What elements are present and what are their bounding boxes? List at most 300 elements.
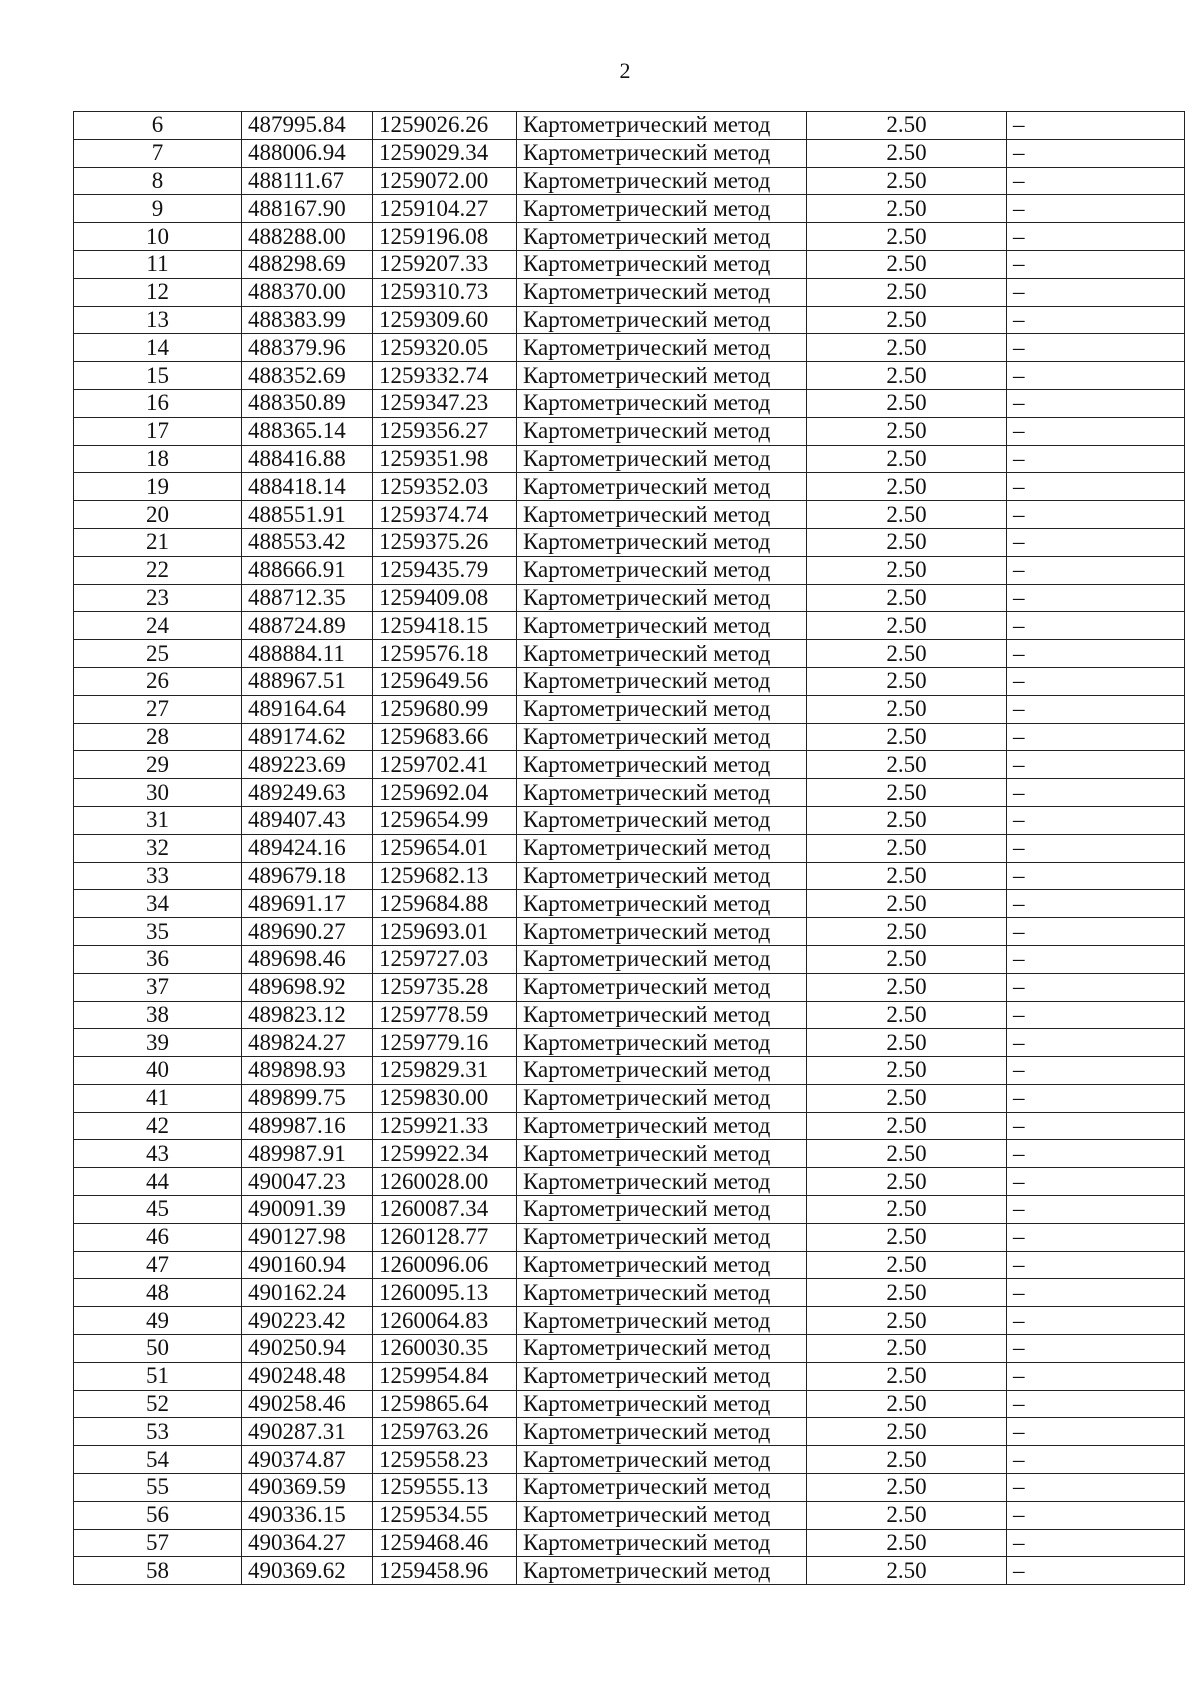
y-coordinate-cell: 1259104.27 [373, 195, 517, 223]
method-cell: Картометрический метод [517, 362, 807, 390]
point-number-cell: 39 [74, 1029, 242, 1057]
x-coordinate-cell: 489679.18 [242, 862, 373, 890]
table-row [74, 1029, 1185, 1057]
table-row [74, 473, 1185, 501]
x-coordinate-cell: 488551.91 [242, 501, 373, 529]
method-cell: Картометрический метод [517, 139, 807, 167]
y-coordinate-cell: 1259830.00 [373, 1084, 517, 1112]
x-coordinate-cell: 490162.24 [242, 1279, 373, 1307]
point-number-cell: 57 [74, 1529, 242, 1557]
table-row [74, 389, 1185, 417]
accuracy-cell: 2.50 [807, 473, 1007, 501]
note-cell: – [1007, 918, 1185, 946]
table-row [74, 640, 1185, 668]
point-number-cell: 10 [74, 223, 242, 251]
method-cell: Картометрический метод [517, 1307, 807, 1335]
method-cell: Картометрический метод [517, 1084, 807, 1112]
y-coordinate-cell: 1260028.00 [373, 1168, 517, 1196]
table-row [74, 1418, 1185, 1446]
x-coordinate-cell: 489824.27 [242, 1029, 373, 1057]
y-coordinate-cell: 1259418.15 [373, 612, 517, 640]
note-cell: – [1007, 1335, 1185, 1363]
accuracy-cell: 2.50 [807, 139, 1007, 167]
note-cell: – [1007, 890, 1185, 918]
table-row [74, 1501, 1185, 1529]
table-row [74, 862, 1185, 890]
method-cell: Картометрический метод [517, 1390, 807, 1418]
accuracy-cell: 2.50 [807, 278, 1007, 306]
method-cell: Картометрический метод [517, 806, 807, 834]
y-coordinate-cell: 1259356.27 [373, 417, 517, 445]
y-coordinate-cell: 1259555.13 [373, 1474, 517, 1502]
y-coordinate-cell: 1259558.23 [373, 1446, 517, 1474]
note-cell: – [1007, 1251, 1185, 1279]
table-row [74, 695, 1185, 723]
y-coordinate-cell: 1259954.84 [373, 1362, 517, 1390]
x-coordinate-cell: 490223.42 [242, 1307, 373, 1335]
y-coordinate-cell: 1259320.05 [373, 334, 517, 362]
accuracy-cell: 2.50 [807, 501, 1007, 529]
accuracy-cell: 2.50 [807, 1084, 1007, 1112]
y-coordinate-cell: 1259680.99 [373, 695, 517, 723]
y-coordinate-cell: 1260128.77 [373, 1223, 517, 1251]
accuracy-cell: 2.50 [807, 918, 1007, 946]
table-row [74, 1112, 1185, 1140]
point-number-cell: 28 [74, 723, 242, 751]
x-coordinate-cell: 488350.89 [242, 389, 373, 417]
note-cell: – [1007, 556, 1185, 584]
point-number-cell: 15 [74, 362, 242, 390]
method-cell: Картометрический метод [517, 417, 807, 445]
point-number-cell: 58 [74, 1557, 242, 1585]
accuracy-cell: 2.50 [807, 640, 1007, 668]
table-row [74, 112, 1185, 140]
table-row [74, 1557, 1185, 1585]
x-coordinate-cell: 489407.43 [242, 806, 373, 834]
point-number-cell: 14 [74, 334, 242, 362]
y-coordinate-cell: 1259207.33 [373, 250, 517, 278]
table-row [74, 1223, 1185, 1251]
y-coordinate-cell: 1260030.35 [373, 1335, 517, 1363]
x-coordinate-cell: 488712.35 [242, 584, 373, 612]
x-coordinate-cell: 489987.16 [242, 1112, 373, 1140]
method-cell: Картометрический метод [517, 195, 807, 223]
point-number-cell: 25 [74, 640, 242, 668]
x-coordinate-cell: 488724.89 [242, 612, 373, 640]
y-coordinate-cell: 1259779.16 [373, 1029, 517, 1057]
y-coordinate-cell: 1259196.08 [373, 223, 517, 251]
x-coordinate-cell: 488288.00 [242, 223, 373, 251]
x-coordinate-cell: 489898.93 [242, 1057, 373, 1085]
x-coordinate-cell: 490369.62 [242, 1557, 373, 1585]
method-cell: Картометрический метод [517, 667, 807, 695]
point-number-cell: 13 [74, 306, 242, 334]
note-cell: – [1007, 612, 1185, 640]
y-coordinate-cell: 1259649.56 [373, 667, 517, 695]
accuracy-cell: 2.50 [807, 417, 1007, 445]
point-number-cell: 43 [74, 1140, 242, 1168]
coordinates-table-body [74, 112, 1185, 1585]
y-coordinate-cell: 1259374.74 [373, 501, 517, 529]
table-row [74, 890, 1185, 918]
x-coordinate-cell: 490369.59 [242, 1474, 373, 1502]
point-number-cell: 24 [74, 612, 242, 640]
x-coordinate-cell: 489690.27 [242, 918, 373, 946]
x-coordinate-cell: 488967.51 [242, 667, 373, 695]
method-cell: Картометрический метод [517, 1446, 807, 1474]
accuracy-cell: 2.50 [807, 973, 1007, 1001]
accuracy-cell: 2.50 [807, 1223, 1007, 1251]
table-row [74, 945, 1185, 973]
y-coordinate-cell: 1259351.98 [373, 445, 517, 473]
y-coordinate-cell: 1260096.06 [373, 1251, 517, 1279]
table-row [74, 1168, 1185, 1196]
note-cell: – [1007, 278, 1185, 306]
method-cell: Картометрический метод [517, 1140, 807, 1168]
note-cell: – [1007, 1112, 1185, 1140]
x-coordinate-cell: 490091.39 [242, 1196, 373, 1224]
method-cell: Картометрический метод [517, 112, 807, 140]
point-number-cell: 42 [74, 1112, 242, 1140]
y-coordinate-cell: 1259922.34 [373, 1140, 517, 1168]
method-cell: Картометрический метод [517, 1418, 807, 1446]
point-number-cell: 30 [74, 779, 242, 807]
point-number-cell: 19 [74, 473, 242, 501]
note-cell: – [1007, 1140, 1185, 1168]
table-row [74, 501, 1185, 529]
note-cell: – [1007, 501, 1185, 529]
accuracy-cell: 2.50 [807, 695, 1007, 723]
note-cell: – [1007, 1418, 1185, 1446]
note-cell: – [1007, 640, 1185, 668]
y-coordinate-cell: 1260064.83 [373, 1307, 517, 1335]
table-row [74, 584, 1185, 612]
accuracy-cell: 2.50 [807, 806, 1007, 834]
accuracy-cell: 2.50 [807, 1418, 1007, 1446]
table-row [74, 223, 1185, 251]
method-cell: Картометрический метод [517, 973, 807, 1001]
x-coordinate-cell: 488553.42 [242, 528, 373, 556]
table-row [74, 528, 1185, 556]
accuracy-cell: 2.50 [807, 362, 1007, 390]
method-cell: Картометрический метод [517, 473, 807, 501]
x-coordinate-cell: 489987.91 [242, 1140, 373, 1168]
point-number-cell: 29 [74, 751, 242, 779]
note-cell: – [1007, 584, 1185, 612]
note-cell: – [1007, 806, 1185, 834]
accuracy-cell: 2.50 [807, 1140, 1007, 1168]
note-cell: – [1007, 1474, 1185, 1502]
accuracy-cell: 2.50 [807, 1474, 1007, 1502]
point-number-cell: 8 [74, 167, 242, 195]
point-number-cell: 7 [74, 139, 242, 167]
accuracy-cell: 2.50 [807, 584, 1007, 612]
y-coordinate-cell: 1259692.04 [373, 779, 517, 807]
accuracy-cell: 2.50 [807, 1446, 1007, 1474]
x-coordinate-cell: 488167.90 [242, 195, 373, 223]
x-coordinate-cell: 488352.69 [242, 362, 373, 390]
accuracy-cell: 2.50 [807, 528, 1007, 556]
table-row [74, 1084, 1185, 1112]
table-row [74, 1390, 1185, 1418]
note-cell: – [1007, 362, 1185, 390]
accuracy-cell: 2.50 [807, 334, 1007, 362]
table-row [74, 1140, 1185, 1168]
note-cell: – [1007, 945, 1185, 973]
y-coordinate-cell: 1259072.00 [373, 167, 517, 195]
method-cell: Картометрический метод [517, 945, 807, 973]
note-cell: – [1007, 417, 1185, 445]
point-number-cell: 46 [74, 1223, 242, 1251]
method-cell: Картометрический метод [517, 278, 807, 306]
accuracy-cell: 2.50 [807, 556, 1007, 584]
y-coordinate-cell: 1259921.33 [373, 1112, 517, 1140]
y-coordinate-cell: 1259026.26 [373, 112, 517, 140]
table-row [74, 751, 1185, 779]
accuracy-cell: 2.50 [807, 1362, 1007, 1390]
point-number-cell: 36 [74, 945, 242, 973]
point-number-cell: 55 [74, 1474, 242, 1502]
method-cell: Картометрический метод [517, 695, 807, 723]
x-coordinate-cell: 488370.00 [242, 278, 373, 306]
table-row [74, 334, 1185, 362]
point-number-cell: 20 [74, 501, 242, 529]
method-cell: Картометрический метод [517, 723, 807, 751]
point-number-cell: 12 [74, 278, 242, 306]
point-number-cell: 35 [74, 918, 242, 946]
table-row [74, 362, 1185, 390]
accuracy-cell: 2.50 [807, 1001, 1007, 1029]
y-coordinate-cell: 1260095.13 [373, 1279, 517, 1307]
note-cell: – [1007, 1557, 1185, 1585]
note-cell: – [1007, 1529, 1185, 1557]
point-number-cell: 11 [74, 250, 242, 278]
accuracy-cell: 2.50 [807, 1112, 1007, 1140]
point-number-cell: 32 [74, 834, 242, 862]
accuracy-cell: 2.50 [807, 612, 1007, 640]
method-cell: Картометрический метод [517, 445, 807, 473]
accuracy-cell: 2.50 [807, 1196, 1007, 1224]
method-cell: Картометрический метод [517, 779, 807, 807]
x-coordinate-cell: 489164.64 [242, 695, 373, 723]
note-cell: – [1007, 1307, 1185, 1335]
method-cell: Картометрический метод [517, 1529, 807, 1557]
table-row [74, 278, 1185, 306]
accuracy-cell: 2.50 [807, 1557, 1007, 1585]
accuracy-cell: 2.50 [807, 1501, 1007, 1529]
accuracy-cell: 2.50 [807, 1029, 1007, 1057]
method-cell: Картометрический метод [517, 306, 807, 334]
accuracy-cell: 2.50 [807, 195, 1007, 223]
table-row [74, 723, 1185, 751]
x-coordinate-cell: 488379.96 [242, 334, 373, 362]
x-coordinate-cell: 489249.63 [242, 779, 373, 807]
point-number-cell: 18 [74, 445, 242, 473]
point-number-cell: 52 [74, 1390, 242, 1418]
x-coordinate-cell: 489223.69 [242, 751, 373, 779]
x-coordinate-cell: 488418.14 [242, 473, 373, 501]
point-number-cell: 50 [74, 1335, 242, 1363]
x-coordinate-cell: 489424.16 [242, 834, 373, 862]
point-number-cell: 38 [74, 1001, 242, 1029]
method-cell: Картометрический метод [517, 584, 807, 612]
table-row [74, 1196, 1185, 1224]
point-number-cell: 48 [74, 1279, 242, 1307]
point-number-cell: 44 [74, 1168, 242, 1196]
note-cell: – [1007, 1029, 1185, 1057]
y-coordinate-cell: 1259654.01 [373, 834, 517, 862]
point-number-cell: 49 [74, 1307, 242, 1335]
point-number-cell: 34 [74, 890, 242, 918]
table-row [74, 556, 1185, 584]
table-row [74, 1529, 1185, 1557]
table-row [74, 250, 1185, 278]
table-row [74, 1307, 1185, 1335]
page-number: 2 [619, 58, 631, 83]
note-cell: – [1007, 1168, 1185, 1196]
note-cell: – [1007, 1057, 1185, 1085]
x-coordinate-cell: 490248.48 [242, 1362, 373, 1390]
y-coordinate-cell: 1259534.55 [373, 1501, 517, 1529]
note-cell: – [1007, 1196, 1185, 1224]
point-number-cell: 17 [74, 417, 242, 445]
method-cell: Картометрический метод [517, 1112, 807, 1140]
table-row [74, 667, 1185, 695]
table-row [74, 417, 1185, 445]
x-coordinate-cell: 488365.14 [242, 417, 373, 445]
note-cell: – [1007, 389, 1185, 417]
method-cell: Картометрический метод [517, 612, 807, 640]
note-cell: – [1007, 973, 1185, 1001]
accuracy-cell: 2.50 [807, 751, 1007, 779]
y-coordinate-cell: 1259682.13 [373, 862, 517, 890]
x-coordinate-cell: 488884.11 [242, 640, 373, 668]
table-row [74, 1279, 1185, 1307]
method-cell: Картометрический метод [517, 334, 807, 362]
note-cell: – [1007, 1084, 1185, 1112]
method-cell: Картометрический метод [517, 1001, 807, 1029]
point-number-cell: 21 [74, 528, 242, 556]
y-coordinate-cell: 1259332.74 [373, 362, 517, 390]
x-coordinate-cell: 490250.94 [242, 1335, 373, 1363]
point-number-cell: 33 [74, 862, 242, 890]
method-cell: Картометрический метод [517, 501, 807, 529]
note-cell: – [1007, 445, 1185, 473]
method-cell: Картометрический метод [517, 250, 807, 278]
y-coordinate-cell: 1259693.01 [373, 918, 517, 946]
point-number-cell: 16 [74, 389, 242, 417]
note-cell: – [1007, 1501, 1185, 1529]
note-cell: – [1007, 667, 1185, 695]
x-coordinate-cell: 488298.69 [242, 250, 373, 278]
x-coordinate-cell: 490127.98 [242, 1223, 373, 1251]
table-row [74, 1474, 1185, 1502]
table-row [74, 167, 1185, 195]
y-coordinate-cell: 1259829.31 [373, 1057, 517, 1085]
method-cell: Картометрический метод [517, 1362, 807, 1390]
note-cell: – [1007, 1446, 1185, 1474]
method-cell: Картометрический метод [517, 1223, 807, 1251]
note-cell: – [1007, 167, 1185, 195]
point-number-cell: 56 [74, 1501, 242, 1529]
x-coordinate-cell: 490047.23 [242, 1168, 373, 1196]
accuracy-cell: 2.50 [807, 1057, 1007, 1085]
method-cell: Картометрический метод [517, 918, 807, 946]
accuracy-cell: 2.50 [807, 779, 1007, 807]
accuracy-cell: 2.50 [807, 1335, 1007, 1363]
y-coordinate-cell: 1259763.26 [373, 1418, 517, 1446]
table-row [74, 834, 1185, 862]
accuracy-cell: 2.50 [807, 389, 1007, 417]
accuracy-cell: 2.50 [807, 1529, 1007, 1557]
method-cell: Картометрический метод [517, 528, 807, 556]
y-coordinate-cell: 1259375.26 [373, 528, 517, 556]
y-coordinate-cell: 1259347.23 [373, 389, 517, 417]
x-coordinate-cell: 490258.46 [242, 1390, 373, 1418]
note-cell: – [1007, 528, 1185, 556]
accuracy-cell: 2.50 [807, 862, 1007, 890]
table-row [74, 139, 1185, 167]
note-cell: – [1007, 195, 1185, 223]
point-number-cell: 26 [74, 667, 242, 695]
method-cell: Картометрический метод [517, 1196, 807, 1224]
y-coordinate-cell: 1259458.96 [373, 1557, 517, 1585]
accuracy-cell: 2.50 [807, 890, 1007, 918]
x-coordinate-cell: 488006.94 [242, 139, 373, 167]
point-number-cell: 27 [74, 695, 242, 723]
y-coordinate-cell: 1259683.66 [373, 723, 517, 751]
point-number-cell: 22 [74, 556, 242, 584]
method-cell: Картометрический метод [517, 1557, 807, 1585]
table-row [74, 612, 1185, 640]
x-coordinate-cell: 490160.94 [242, 1251, 373, 1279]
accuracy-cell: 2.50 [807, 167, 1007, 195]
method-cell: Картометрический метод [517, 862, 807, 890]
note-cell: – [1007, 1223, 1185, 1251]
x-coordinate-cell: 488666.91 [242, 556, 373, 584]
accuracy-cell: 2.50 [807, 723, 1007, 751]
method-cell: Картометрический метод [517, 890, 807, 918]
note-cell: – [1007, 1362, 1185, 1390]
x-coordinate-cell: 488383.99 [242, 306, 373, 334]
method-cell: Картометрический метод [517, 223, 807, 251]
accuracy-cell: 2.50 [807, 1279, 1007, 1307]
method-cell: Картометрический метод [517, 1474, 807, 1502]
accuracy-cell: 2.50 [807, 945, 1007, 973]
note-cell: – [1007, 139, 1185, 167]
accuracy-cell: 2.50 [807, 834, 1007, 862]
method-cell: Картометрический метод [517, 834, 807, 862]
point-number-cell: 53 [74, 1418, 242, 1446]
method-cell: Картометрический метод [517, 556, 807, 584]
table-row [74, 445, 1185, 473]
method-cell: Картометрический метод [517, 1168, 807, 1196]
y-coordinate-cell: 1259865.64 [373, 1390, 517, 1418]
y-coordinate-cell: 1259684.88 [373, 890, 517, 918]
y-coordinate-cell: 1259309.60 [373, 306, 517, 334]
table-row [74, 1335, 1185, 1363]
y-coordinate-cell: 1259435.79 [373, 556, 517, 584]
y-coordinate-cell: 1259778.59 [373, 1001, 517, 1029]
point-number-cell: 31 [74, 806, 242, 834]
x-coordinate-cell: 490374.87 [242, 1446, 373, 1474]
x-coordinate-cell: 489691.17 [242, 890, 373, 918]
x-coordinate-cell: 489698.46 [242, 945, 373, 973]
method-cell: Картометрический метод [517, 640, 807, 668]
table-row [74, 973, 1185, 1001]
point-number-cell: 41 [74, 1084, 242, 1112]
x-coordinate-cell: 490336.15 [242, 1501, 373, 1529]
